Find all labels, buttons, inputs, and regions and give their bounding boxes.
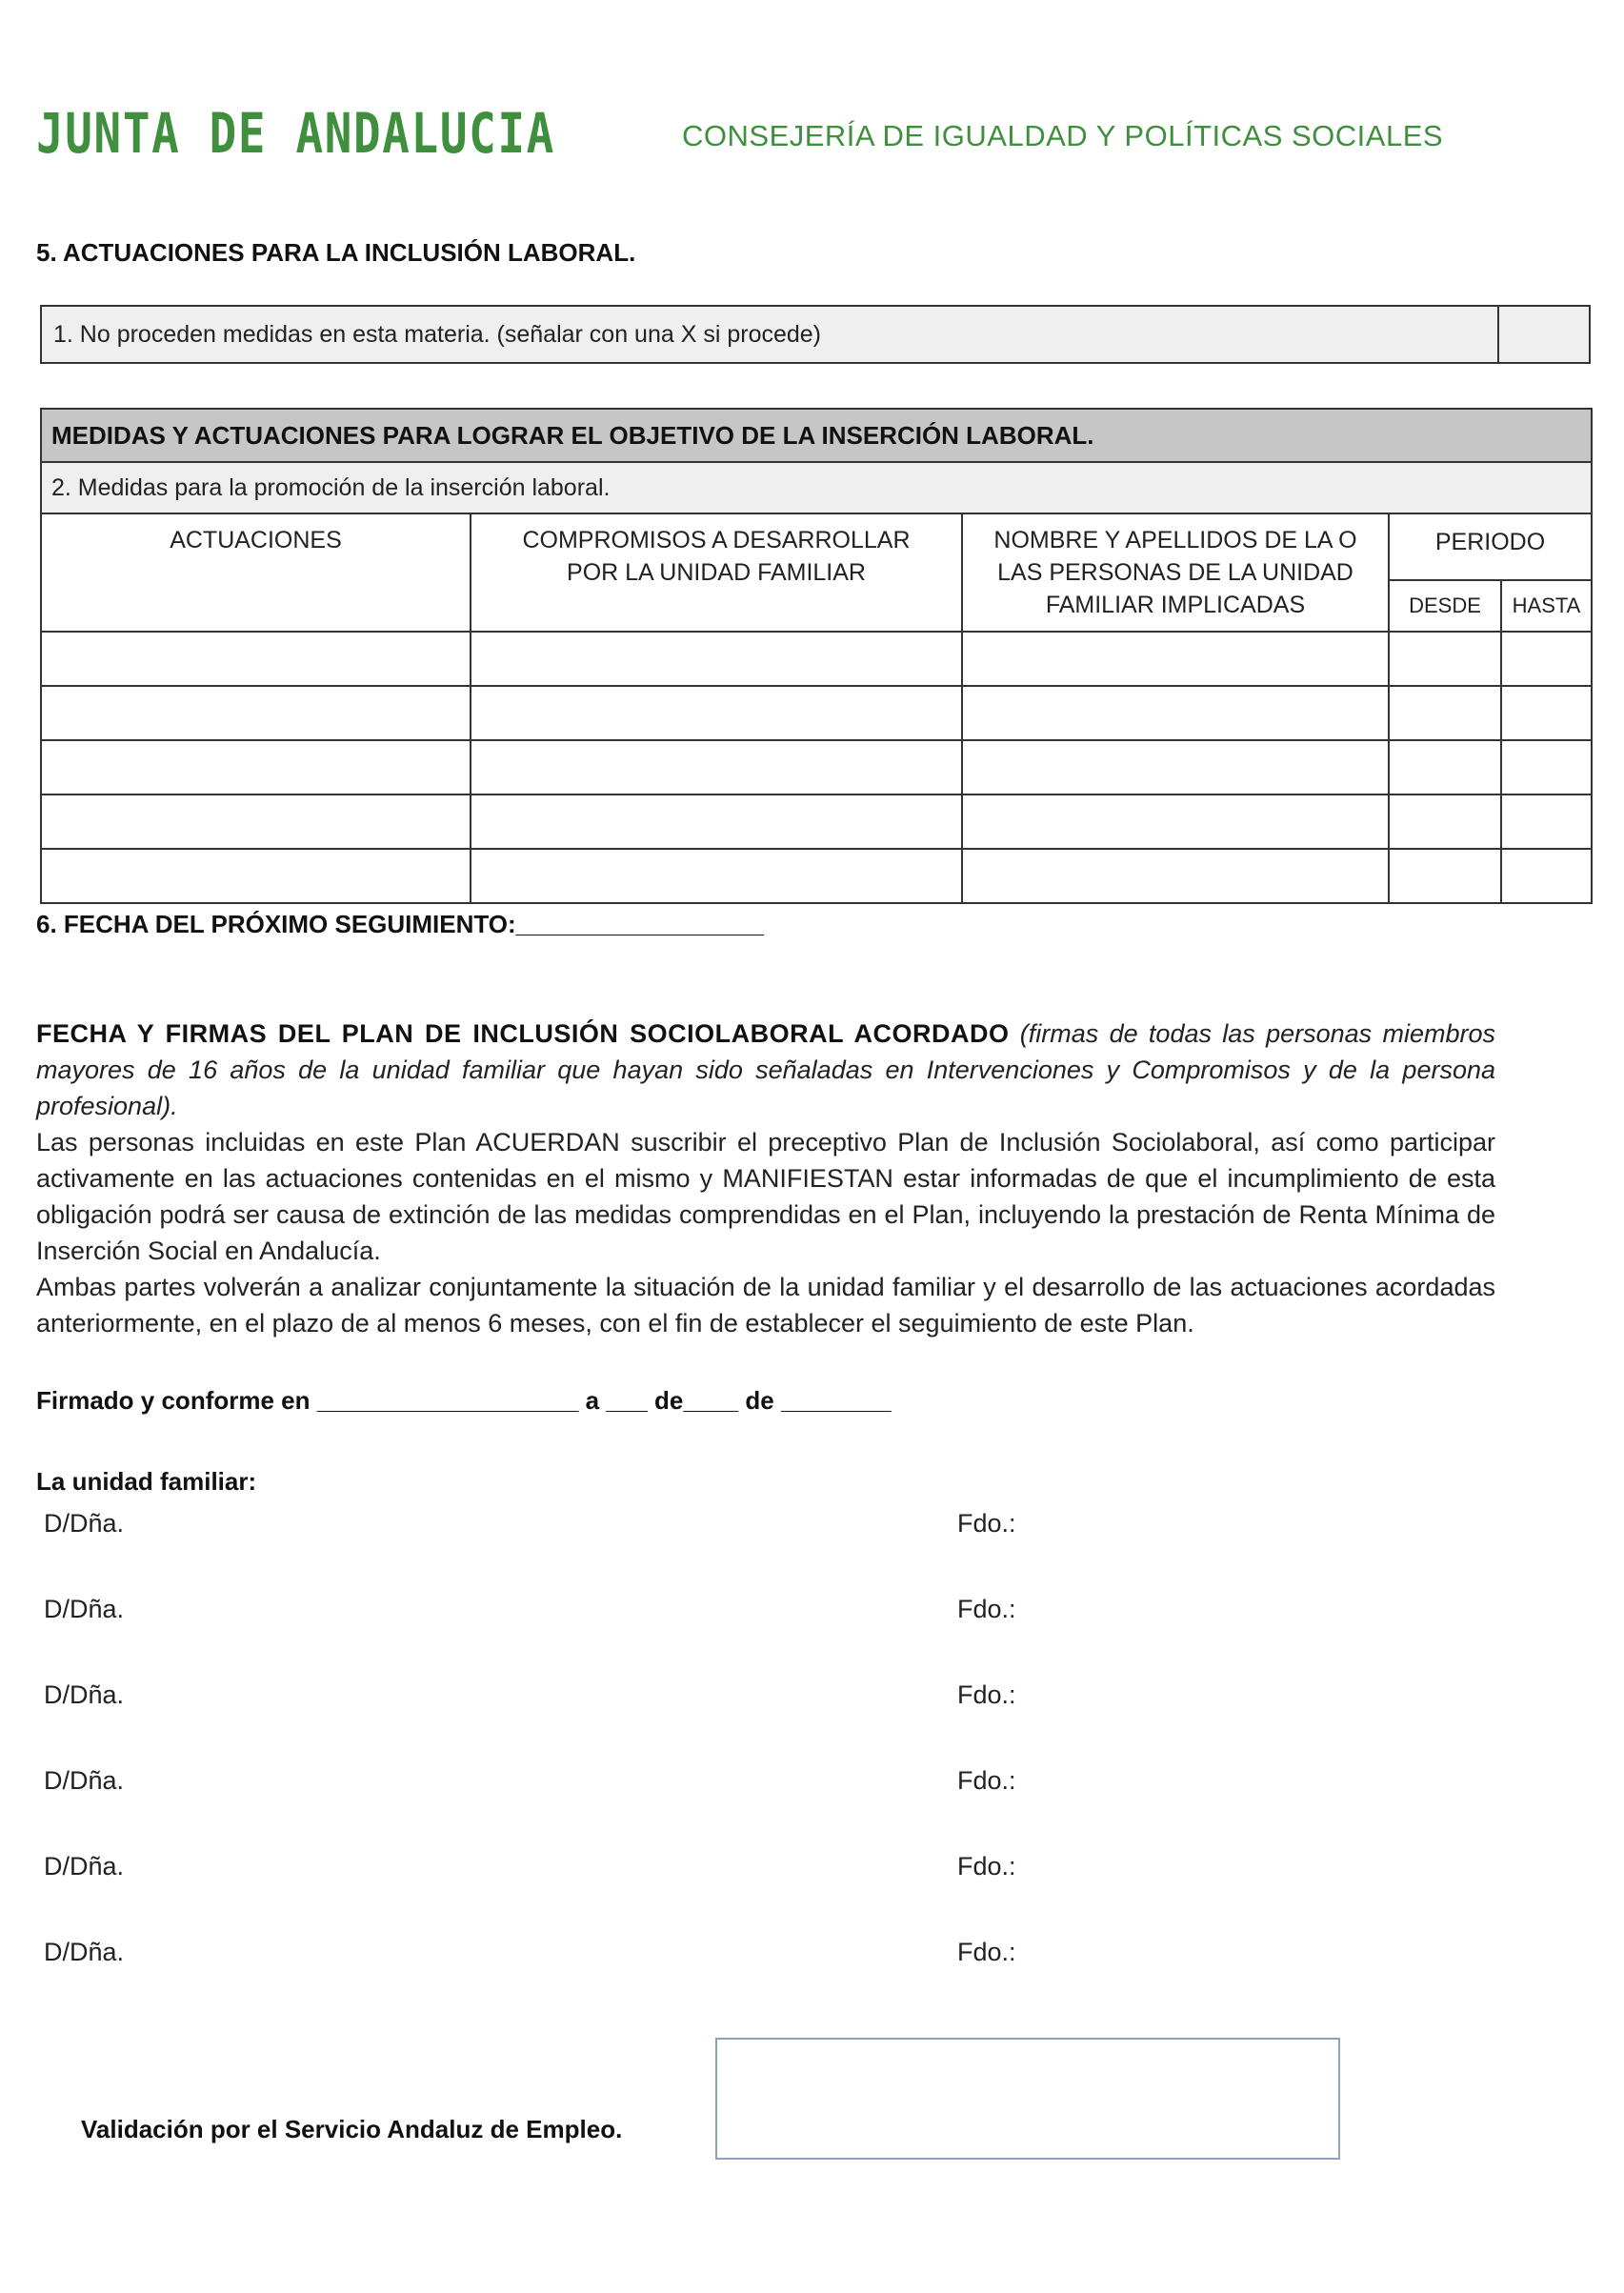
- member-sign-label: Fdo.:: [957, 1938, 1016, 1966]
- signatures-intro: [36, 1016, 1495, 1124]
- signatures-intro-italic: (firmas de todas las personas miembros mayores de 16 años de la unidad familiar que hayan sido señaladas en Intervenciones y Compromisos y de la persona profesional).: [36, 1019, 1496, 1120]
- validation-stamp-box[interactable]: [715, 2038, 1340, 2160]
- member-sign-label: Fdo.:: [957, 1595, 1016, 1623]
- member-name-label: D/Dña.: [44, 1938, 125, 1966]
- review-text: Ambas partes volverán a analizar conjuntamente la situación de la unidad familiar y el desarrollo de las actuaciones acordadas anteriormente, en el plazo de al menos 6 meses, con el fin de establecer el seguimiento de este Plan.: [36, 1273, 1495, 1338]
- table-row: [41, 686, 1592, 740]
- member-sign-label: Fdo.:: [957, 1852, 1016, 1881]
- measures-table-title: MEDIDAS Y ACTUACIONES PARA LOGRAR EL OBJETIVO DE LA INSERCIÓN LABORAL.: [41, 409, 1592, 462]
- signatures-intro-bold: FECHA Y FIRMAS DEL PLAN DE INCLUSIÓN SOCIOLABORAL ACORDADO: [36, 1019, 1010, 1048]
- cell-desde[interactable]: [1389, 849, 1501, 903]
- member-name-label: D/Dña.: [44, 1680, 125, 1709]
- cell-actuaciones[interactable]: [41, 795, 471, 849]
- col-header-periodo: PERIODO: [1389, 513, 1592, 580]
- member-name-label: D/Dña.: [44, 1766, 125, 1795]
- col-header-hasta: HASTA: [1501, 580, 1592, 632]
- cell-hasta[interactable]: [1501, 740, 1592, 795]
- cell-desde[interactable]: [1389, 795, 1501, 849]
- member-name-label: D/Dña.: [44, 1852, 125, 1881]
- cell-compromisos[interactable]: [471, 849, 962, 903]
- col-header-compromisos: COMPROMISOS A DESARROLLAR POR LA UNIDAD FAMILIAR: [471, 513, 962, 632]
- member-name-label: D/Dña.: [44, 1595, 125, 1623]
- no-measures-label: 1. No proceden medidas en esta materia. (señalar con una X si procede): [41, 306, 1498, 363]
- section-5-title: 5. ACTUACIONES PARA LA INCLUSIÓN LABORAL.: [36, 238, 636, 267]
- table-row: [41, 632, 1592, 686]
- cell-actuaciones[interactable]: [41, 686, 471, 740]
- cell-compromisos[interactable]: [471, 686, 962, 740]
- cell-compromisos[interactable]: [471, 632, 962, 686]
- agreement-text: Las personas incluidas en este Plan ACUERDAN suscribir el preceptivo Plan de Inclusión Sociolaboral, así como participar activamente en las actuaciones contenidas en el mismo y MANIFIESTAN estar informadas de que el incumplimiento de esta obligación podrá ser causa de extinción de las medidas comprendidas en el Plan, incluyendo la prestación de Renta Mínima de Inserción Social en Andalucía.: [36, 1128, 1495, 1265]
- cell-hasta[interactable]: [1501, 795, 1592, 849]
- cell-hasta[interactable]: [1501, 686, 1592, 740]
- member-sign-label: Fdo.:: [957, 1509, 1016, 1538]
- junta-logo: JUNTA DE ANDALUCIA: [36, 101, 555, 166]
- section-6-title: 6. FECHA DEL PRÓXIMO SEGUIMIENTO:__________________: [36, 910, 764, 938]
- cell-actuaciones[interactable]: [41, 740, 471, 795]
- ministry-name: CONSEJERÍA DE IGUALDAD Y POLÍTICAS SOCIALES: [682, 119, 1444, 152]
- col-header-nombre: NOMBRE Y APELLIDOS DE LA O LAS PERSONAS DE LA UNIDAD FAMILIAR IMPLICADAS: [962, 513, 1389, 632]
- cell-desde[interactable]: [1389, 740, 1501, 795]
- cell-nombre[interactable]: [962, 740, 1389, 795]
- member-name-label: D/Dña.: [44, 1509, 125, 1538]
- family-unit-label: La unidad familiar:: [36, 1467, 257, 1496]
- cell-nombre[interactable]: [962, 686, 1389, 740]
- no-measures-table: [40, 305, 1591, 364]
- col-header-desde: DESDE: [1389, 580, 1501, 632]
- no-measures-checkbox[interactable]: [1498, 306, 1590, 363]
- cell-compromisos[interactable]: [471, 795, 962, 849]
- measures-table: [40, 408, 1593, 904]
- cell-hasta[interactable]: [1501, 632, 1592, 686]
- cell-nombre[interactable]: [962, 849, 1389, 903]
- cell-nombre[interactable]: [962, 632, 1389, 686]
- cell-desde[interactable]: [1389, 686, 1501, 740]
- cell-actuaciones[interactable]: [41, 632, 471, 686]
- cell-desde[interactable]: [1389, 632, 1501, 686]
- member-sign-label: Fdo.:: [957, 1766, 1016, 1795]
- table-row: [41, 740, 1592, 795]
- validation-label: Validación por el Servicio Andaluz de Empleo.: [81, 2115, 623, 2143]
- col-header-actuaciones: ACTUACIONES: [41, 513, 471, 632]
- measures-table-subtitle: 2. Medidas para la promoción de la inserción laboral.: [41, 462, 1592, 513]
- table-row: [41, 795, 1592, 849]
- cell-compromisos[interactable]: [471, 740, 962, 795]
- table-row: [41, 849, 1592, 903]
- cell-hasta[interactable]: [1501, 849, 1592, 903]
- cell-nombre[interactable]: [962, 795, 1389, 849]
- member-sign-label: Fdo.:: [957, 1680, 1016, 1709]
- signed-line: Firmado y conforme en ___________________ a ___ de____ de ________: [36, 1386, 892, 1415]
- cell-actuaciones[interactable]: [41, 849, 471, 903]
